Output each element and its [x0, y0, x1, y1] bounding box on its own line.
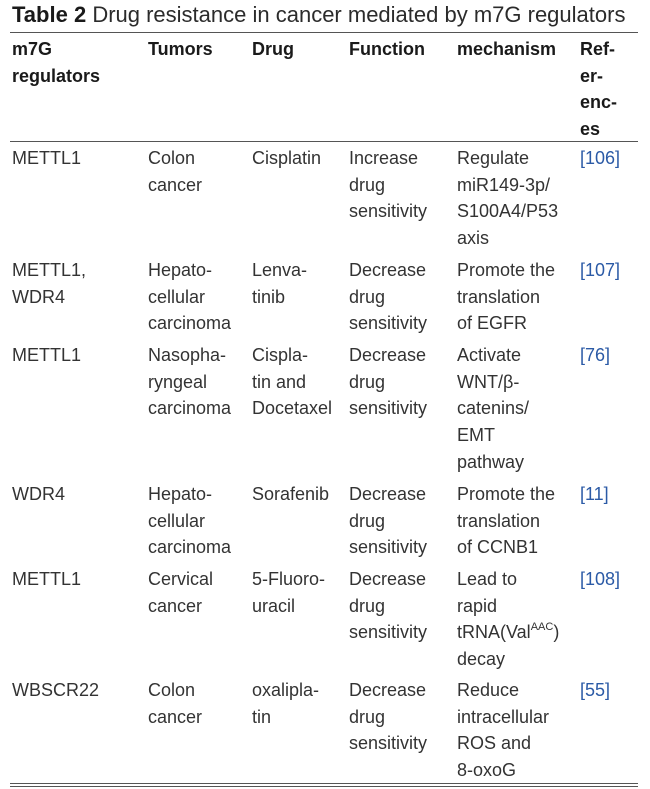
cell-text: Cervical	[148, 569, 214, 589]
cell-drug	[252, 481, 329, 508]
superscript: AAC	[530, 621, 554, 634]
cell-line	[349, 395, 427, 422]
cell-text: of EGFR	[457, 313, 528, 334]
cell-text: sensitivity	[349, 201, 428, 222]
reference-link[interactable]: [107]	[580, 260, 621, 280]
cell-text: drug	[349, 286, 386, 307]
header-line: enc-	[580, 92, 618, 113]
header-line: Ref-	[580, 39, 615, 59]
cell-line	[349, 730, 427, 757]
cell-line	[252, 257, 307, 284]
cell-text: )	[553, 622, 560, 643]
cell-text: Reduce	[457, 680, 520, 700]
cell-text: Decrease	[349, 680, 427, 700]
cell-regulator	[12, 677, 99, 704]
reference-link[interactable]: [55]	[580, 680, 611, 700]
cell-line	[148, 677, 202, 704]
cell-tumor	[148, 677, 202, 730]
cell-text: cancer	[148, 706, 203, 727]
cell-line	[349, 704, 427, 731]
cell-line	[457, 704, 549, 731]
cell-text: uracil	[252, 595, 296, 616]
cell-text: Hepato-	[148, 484, 213, 504]
cell-tumor	[148, 145, 202, 198]
cell-text: WBSCR22	[12, 680, 100, 700]
cell-mechanism	[457, 566, 559, 673]
cell-regulator	[12, 257, 86, 310]
cell-text: tin and	[252, 371, 307, 392]
cell-text: cellular	[148, 286, 206, 307]
cell-line	[457, 508, 555, 535]
cell-line	[349, 481, 427, 508]
cell-text: Decrease	[349, 569, 427, 589]
table-title: Drug resistance in cancer mediated by m7G regulators	[92, 2, 626, 27]
header-cell-tumor	[148, 36, 213, 63]
cell-text: Decrease	[349, 260, 427, 280]
cell-line	[457, 145, 558, 172]
cell-line	[148, 172, 202, 199]
cell-mechanism	[457, 677, 549, 784]
reference-link[interactable]: [108]	[580, 569, 621, 589]
cell-line	[349, 172, 427, 199]
cell-line	[349, 145, 427, 172]
cell-line	[252, 395, 332, 422]
cell-line	[457, 284, 555, 311]
cell-text: Sorafenib	[252, 484, 330, 504]
cell-function	[349, 342, 427, 422]
cell-drug	[252, 566, 325, 619]
header-cell-drug	[252, 36, 294, 63]
cell-line	[349, 198, 427, 225]
cell-line	[148, 284, 231, 311]
cell-line	[148, 593, 213, 620]
header-cell-ref	[580, 36, 617, 143]
cell-text: Decrease	[349, 484, 427, 504]
cell-text: Regulate	[457, 148, 530, 168]
header-line: m7G	[12, 39, 53, 59]
cell-text: drug	[349, 595, 386, 616]
cell-line	[252, 145, 321, 172]
cell-text: cellular	[148, 510, 206, 531]
cell-text: miR149-3p/	[457, 174, 551, 195]
cell-line	[252, 677, 319, 704]
cell-drug	[252, 145, 321, 172]
cell-line	[349, 534, 427, 561]
cell-drug	[252, 677, 319, 730]
cell-text: EMT	[457, 425, 495, 446]
cell-line	[12, 145, 81, 172]
bottom-rule-double	[10, 786, 638, 787]
cell-drug	[252, 257, 307, 310]
cell-line	[457, 198, 558, 225]
table-label: Table 2	[12, 2, 87, 27]
cell-text: Promote the	[457, 260, 556, 280]
cell-text: carcinoma	[148, 537, 232, 558]
cell-drug	[252, 342, 332, 422]
cell-text: sensitivity	[349, 537, 428, 558]
cell-regulator	[12, 342, 81, 369]
cell-line	[457, 225, 558, 252]
cell-text: Activate	[457, 345, 522, 365]
cell-line	[457, 172, 558, 199]
cell-text: METTL1,	[12, 260, 87, 280]
cell-text: cancer	[148, 595, 203, 616]
cell-tumor	[148, 257, 231, 337]
cell-line	[457, 730, 549, 757]
reference-link[interactable]: [76]	[580, 345, 611, 365]
cell-mechanism	[457, 257, 555, 337]
header-cell-mechanism	[457, 36, 556, 63]
reference-link[interactable]: [11]	[580, 484, 609, 504]
header-line: mechanism	[457, 39, 557, 59]
cell-text: sensitivity	[349, 398, 428, 419]
cell-text: ROS and	[457, 733, 532, 754]
cell-line	[148, 369, 231, 396]
cell-line	[457, 481, 555, 508]
header-rule	[10, 141, 638, 142]
cell-line	[457, 257, 555, 284]
cell-tumor	[148, 566, 213, 619]
cell-line	[148, 566, 213, 593]
cell-text: Cisplatin	[252, 148, 322, 168]
cell-text: translation	[457, 286, 541, 307]
cell-line	[252, 284, 307, 311]
cell-line	[252, 593, 325, 620]
cell-text: Promote the	[457, 484, 556, 504]
cell-text: oxalipla-	[252, 680, 320, 700]
cell-function	[349, 257, 427, 337]
cell-line	[349, 369, 427, 396]
cell-line	[457, 677, 549, 704]
cell-line	[148, 508, 231, 535]
cell-text: drug	[349, 706, 386, 727]
cell-function	[349, 566, 427, 646]
cell-ref[interactable]	[580, 481, 609, 508]
cell-line	[252, 481, 329, 508]
cell-text: Colon	[148, 148, 196, 168]
cell-text: decay	[457, 649, 506, 670]
cell-text: WDR4	[12, 484, 65, 504]
header-line: Function	[349, 39, 425, 59]
cell-text: Colon	[148, 680, 196, 700]
cell-text: METTL1	[12, 569, 82, 589]
cell-text: axis	[457, 228, 490, 249]
cell-line	[148, 395, 231, 422]
cell-line	[148, 704, 202, 731]
cell-line	[457, 619, 559, 646]
cell-line	[252, 369, 332, 396]
cell-text: catenins/	[457, 398, 530, 419]
cell-line	[148, 145, 202, 172]
cell-line	[457, 422, 529, 449]
header-line: er-	[580, 65, 604, 86]
cell-ref[interactable]	[580, 145, 620, 172]
cell-line	[457, 342, 529, 369]
cell-line	[349, 284, 427, 311]
cell-line	[349, 342, 427, 369]
cell-ref[interactable]	[580, 677, 610, 704]
cell-text: Hepato-	[148, 260, 213, 280]
cell-text: METTL1	[12, 345, 82, 365]
cell-ref[interactable]	[580, 257, 620, 284]
cell-text: sensitivity	[349, 733, 428, 754]
cell-text: Cispla-	[252, 345, 309, 365]
cell-text: Lenva-	[252, 260, 308, 280]
cell-mechanism	[457, 342, 529, 476]
cell-line	[148, 257, 231, 284]
header-line: Drug	[252, 39, 294, 59]
cell-text: tinib	[252, 286, 286, 307]
cell-text: Lead to	[457, 569, 518, 589]
cell-function	[349, 677, 427, 757]
cell-function	[349, 481, 427, 561]
cell-text: METTL1	[12, 148, 82, 168]
cell-line	[457, 593, 559, 620]
cell-text: WNT/β-	[457, 371, 520, 392]
cell-regulator	[12, 566, 81, 593]
cell-regulator	[12, 481, 65, 508]
cell-text: drug	[349, 371, 386, 392]
cell-ref[interactable]	[580, 566, 620, 593]
cell-text: drug	[349, 510, 386, 531]
cell-line	[349, 310, 427, 337]
cell-text: Decrease	[349, 345, 427, 365]
cell-line	[12, 284, 86, 311]
cell-line	[349, 677, 427, 704]
cell-text: S100A4/P53	[457, 201, 559, 222]
cell-line	[349, 257, 427, 284]
cell-text: 5-Fluoro-	[252, 569, 326, 589]
cell-text: Increase	[349, 148, 419, 168]
top-rule	[10, 32, 638, 33]
cell-line	[148, 310, 231, 337]
cell-line	[12, 566, 81, 593]
header-line: Tumors	[148, 39, 213, 59]
cell-text: drug	[349, 174, 386, 195]
cell-line	[252, 704, 319, 731]
cell-text: ryngeal	[148, 371, 208, 392]
header-cell-regulator	[12, 36, 100, 89]
cell-line	[349, 566, 427, 593]
cell-text: WDR4	[12, 286, 65, 307]
cell-text: Docetaxel	[252, 398, 333, 419]
cell-line	[12, 481, 65, 508]
cell-line	[457, 646, 559, 673]
cell-line	[252, 566, 325, 593]
cell-ref[interactable]	[580, 342, 610, 369]
cell-line	[457, 310, 555, 337]
cell-line	[252, 342, 332, 369]
cell-text: intracellular	[457, 706, 550, 727]
cell-regulator	[12, 145, 81, 172]
cell-line	[349, 593, 427, 620]
cell-text: rapid	[457, 595, 498, 616]
cell-text: sensitivity	[349, 622, 428, 643]
cell-text: carcinoma	[148, 398, 232, 419]
cell-line	[12, 342, 81, 369]
cell-line	[12, 257, 86, 284]
cell-line	[457, 757, 549, 784]
cell-text: Nasopha-	[148, 345, 227, 365]
header-line: es	[580, 119, 601, 140]
header-cell-function	[349, 36, 425, 63]
cell-line	[457, 566, 559, 593]
cell-line	[349, 619, 427, 646]
cell-mechanism	[457, 145, 558, 252]
cell-mechanism	[457, 481, 555, 561]
cell-text: of CCNB1	[457, 537, 539, 558]
cell-tumor	[148, 342, 231, 422]
cell-line	[457, 449, 529, 476]
table-caption	[12, 2, 625, 28]
cell-text: pathway	[457, 451, 525, 472]
cell-line	[349, 508, 427, 535]
cell-text: translation	[457, 510, 541, 531]
header-line: regulators	[12, 65, 101, 86]
cell-line	[148, 534, 231, 561]
cell-text: carcinoma	[148, 313, 232, 334]
cell-tumor	[148, 481, 231, 561]
reference-link[interactable]: [106]	[580, 148, 621, 168]
cell-line	[148, 481, 231, 508]
cell-line	[148, 342, 231, 369]
cell-line	[12, 677, 99, 704]
cell-text: tRNA(Val	[457, 622, 531, 643]
cell-line	[457, 534, 555, 561]
cell-text: tin	[252, 706, 272, 727]
cell-function	[349, 145, 427, 225]
cell-text: sensitivity	[349, 313, 428, 334]
bottom-rule	[10, 783, 638, 784]
cell-line	[457, 395, 529, 422]
cell-line	[457, 369, 529, 396]
cell-text: 8-oxoG	[457, 760, 517, 781]
cell-text: cancer	[148, 174, 203, 195]
